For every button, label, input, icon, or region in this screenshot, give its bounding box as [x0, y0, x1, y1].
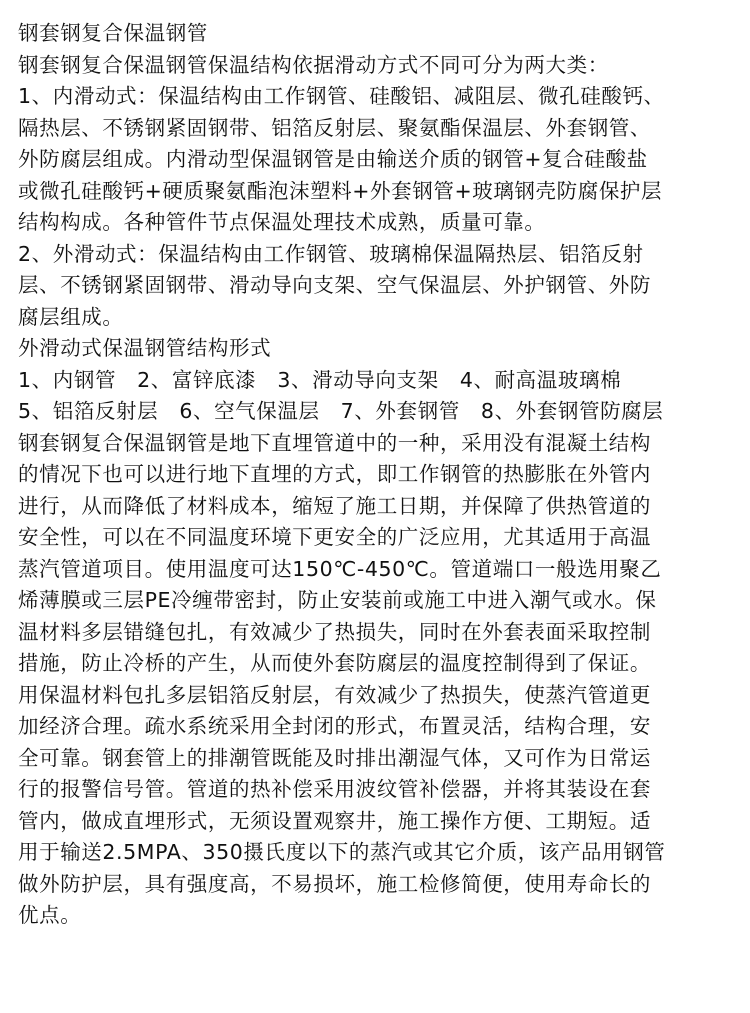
text-line: 腐层组成。: [18, 304, 124, 329]
text-line: 外防腐层组成。内滑动型保温钢管是由输送介质的钢管+复合硅酸盐: [18, 147, 648, 171]
text-line: 烯薄膜或三层PE冷缠带密封，防止安装前或施工中进入潮气或水。保: [18, 588, 657, 612]
text-line: 全可靠。钢套管上的排潮管既能及时排出潮湿气体，又可作为日常运: [18, 745, 651, 770]
document-title: 钢套钢复合保温钢管: [18, 21, 208, 45]
document-body: [18, 18, 740, 932]
text-line: 进行，从而降低了材料成本，缩短了施工日期，并保障了供热管道的: [18, 493, 651, 518]
text-line: 行的报警信号管。管道的热补偿采用波纹管补偿器，并将其装设在套: [18, 777, 651, 801]
parts-list-line: 1、内钢管 2、富锌底漆 3、滑动导向支架 4、耐高温玻璃棉: [18, 367, 622, 392]
text-line: 优点。: [18, 903, 82, 927]
text-line: 加经济合理。疏水系统采用全封闭的形式，布置灵活，结构合理，安: [18, 714, 651, 738]
text-line: 安全性，可以在不同温度环境下更安全的广泛应用，尤其适用于高温: [18, 525, 651, 549]
text-line: 2、外滑动式：保温结构由工作钢管、玻璃棉保温隔热层、铝箔反射: [18, 241, 644, 266]
text-line: 钢套钢复合保温钢管保温结构依据滑动方式不同可分为两大类：: [18, 52, 609, 77]
text-line: 结构构成。各种管件节点保温处理技术成熟，质量可靠。: [18, 210, 546, 234]
text-line: 的情况下也可以进行地下直埋的方式，即工作钢管的热膨胀在外管内: [18, 462, 651, 486]
text-line: 用保温材料包扎多层铝箔反射层，有效减少了热损失，使蒸汽管道更: [18, 682, 651, 707]
text-line: 蒸汽管道项目。使用温度可达150℃-450℃。管道端口一般选用聚乙: [18, 556, 662, 581]
text-line: 层、不锈钢紧固钢带、滑动导向支架、空气保温层、外护钢管、外防: [18, 273, 651, 297]
parts-list-line: 5、铝箔反射层 6、空气保温层 7、外套钢管 8、外套钢管防腐层: [18, 399, 664, 423]
text-line: 用于输送2.5MPA、350摄氏度以下的蒸汽或其它介质，该产品用钢管: [18, 840, 666, 864]
text-line: 措施，防止冷桥的产生，从而使外套防腐层的温度控制得到了保证。: [18, 651, 651, 675]
text-line: 1、内滑动式：保温结构由工作钢管、硅酸铝、减阻层、微孔硅酸钙、: [18, 84, 665, 108]
section-heading: 外滑动式保温钢管结构形式: [18, 336, 272, 360]
text-line: 管内，做成直埋形式，无须设置观察井，施工操作方便、工期短。适: [18, 808, 651, 833]
text-line: 隔热层、不锈钢紧固钢带、铝箔反射层、聚氨酯保温层、外套钢管、: [18, 115, 651, 140]
text-line: 或微孔硅酸钙+硬质聚氨酯泡沫塑料+外套钢管+玻璃钢壳防腐保护层: [18, 178, 663, 203]
text-line: 钢套钢复合保温钢管是地下直埋管道中的一种，采用没有混凝土结构: [18, 430, 651, 455]
text-line: 做外防护层，具有强度高，不易损坏，施工检修简便，使用寿命长的: [18, 871, 651, 896]
text-line: 温材料多层错缝包扎，有效减少了热损失，同时在外套表面采取控制: [18, 619, 651, 644]
